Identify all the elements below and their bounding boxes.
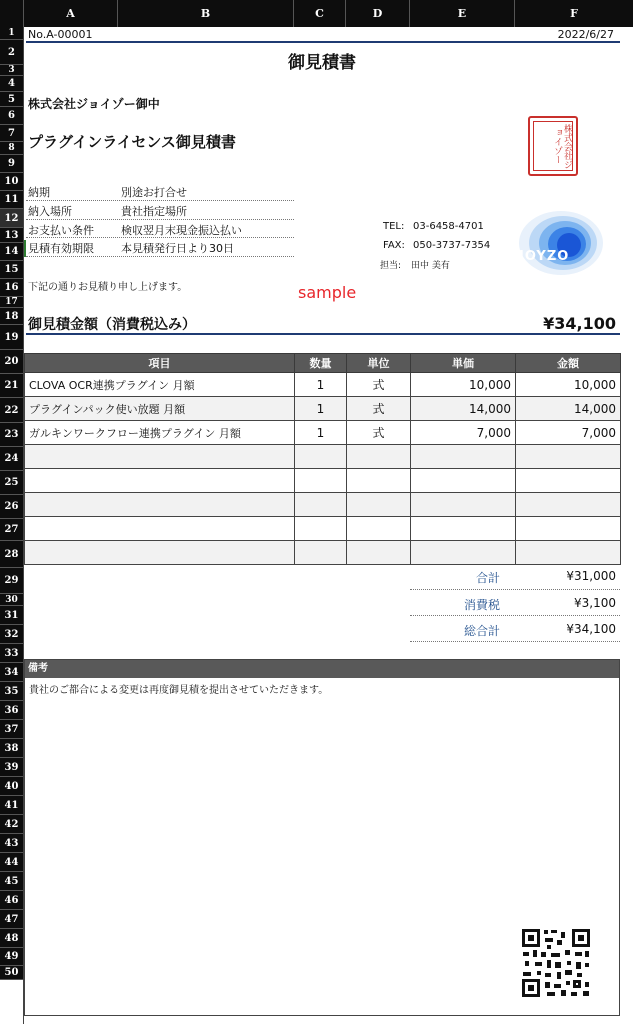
cell-price[interactable]: 7,000 (411, 421, 516, 445)
cell-item[interactable] (25, 541, 295, 565)
cell-unit[interactable]: 式 (347, 397, 411, 421)
row-header-29[interactable]: 29 (0, 568, 23, 594)
cell-unit[interactable] (347, 541, 411, 565)
cell-qty[interactable] (295, 517, 347, 541)
info-label-location: 納入場所 (28, 205, 72, 218)
column-header-b[interactable]: B (118, 0, 294, 27)
info-value-location: 貴社指定場所 (121, 205, 187, 218)
company-seal-stamp (528, 116, 578, 176)
info-value-payment: 検収翌月末現金振込払い (121, 224, 242, 237)
cell-qty[interactable] (295, 445, 347, 469)
column-header-e[interactable]: E (410, 0, 515, 27)
qr-code-icon (521, 928, 591, 998)
person-label: 担当: (380, 261, 402, 271)
row-header-7[interactable]: 7 (0, 125, 23, 142)
row-header-20[interactable]: 20 (0, 350, 23, 374)
row-header-6[interactable]: 6 (0, 107, 23, 125)
document-date: 2022/6/27 (557, 28, 614, 41)
cell-qty[interactable] (295, 469, 347, 493)
cell-item[interactable]: CLOVA OCR連携プラグイン 月額 (25, 373, 295, 397)
row-header-8[interactable]: 8 (0, 142, 23, 155)
subject: プラグインライセンス御見積書 (28, 133, 236, 151)
row-header-26[interactable]: 26 (0, 495, 23, 519)
table-row (25, 421, 621, 445)
summary-divider (410, 615, 620, 616)
info-divider (26, 256, 294, 257)
tax-value: ¥3,100 (574, 596, 616, 610)
table-row (25, 397, 621, 421)
row-header-14[interactable]: 14 (0, 243, 23, 261)
cell-amount[interactable] (516, 541, 621, 565)
row-header-33[interactable]: 33 (0, 644, 23, 663)
cell-amount[interactable] (516, 445, 621, 469)
row-header-15[interactable]: 15 (0, 261, 23, 279)
row-header-10[interactable]: 10 (0, 173, 23, 191)
row-header-41[interactable]: 41 (0, 796, 23, 815)
column-header-f[interactable]: F (570, 7, 578, 20)
document-number: No.A-00001 (28, 28, 93, 41)
row-header-5[interactable]: 5 (0, 92, 23, 107)
cell-unit[interactable] (347, 493, 411, 517)
row-header-27[interactable]: 27 (0, 519, 23, 541)
cell-price[interactable] (411, 517, 516, 541)
notes-header: 備考 (25, 660, 619, 678)
cell-unit[interactable]: 式 (347, 421, 411, 445)
intro-text: 下記の通りお見積り申し上げます。 (28, 282, 188, 293)
cell-price[interactable] (411, 493, 516, 517)
table-header-row (25, 354, 621, 373)
cell-unit[interactable] (347, 517, 411, 541)
row-header-9[interactable]: 9 (0, 155, 23, 173)
row-header-2[interactable]: 2 (0, 40, 23, 65)
row-header-46[interactable]: 46 (0, 891, 23, 910)
logo-mark-icon (509, 207, 604, 277)
row-header-16[interactable]: 16 (0, 279, 23, 297)
row-header-35[interactable]: 35 (0, 682, 23, 701)
subtotal-label: 合計 (475, 571, 500, 585)
selected-cell-indicator[interactable] (24, 240, 26, 257)
row-header-47[interactable]: 47 (0, 910, 23, 929)
cell-item[interactable]: プラグインパック使い放題 月額 (25, 397, 295, 421)
cell-price[interactable]: 14,000 (411, 397, 516, 421)
row-header-45[interactable]: 45 (0, 872, 23, 891)
row-header-37[interactable]: 37 (0, 720, 23, 739)
cell-item[interactable] (25, 493, 295, 517)
column-header-a[interactable]: A (24, 0, 118, 27)
grand-total-value: ¥34,100 (566, 622, 616, 636)
qr-code (521, 928, 591, 998)
cell-qty[interactable]: 1 (295, 373, 347, 397)
row-header-18[interactable]: 18 (0, 308, 23, 325)
seal-text: 株式会社ジョイゾー (533, 121, 573, 171)
row-header-11[interactable]: 11 (0, 191, 23, 209)
info-label-validity: 見積有効期限 (28, 242, 94, 255)
info-label-payment: お支払い条件 (28, 224, 94, 237)
total-rule (26, 333, 620, 335)
summary-divider (410, 589, 620, 590)
row-header-22[interactable]: 22 (0, 398, 23, 423)
row-header-13[interactable]: 13 (0, 228, 23, 243)
info-divider (26, 219, 294, 220)
row-header-44[interactable]: 44 (0, 853, 23, 872)
company-logo (509, 207, 604, 277)
info-label-delivery: 納期 (28, 186, 50, 199)
row-header-39[interactable]: 39 (0, 758, 23, 777)
cell-amount[interactable] (516, 517, 621, 541)
row-header-21[interactable]: 21 (0, 374, 23, 398)
row-header-50[interactable]: 50 (0, 966, 23, 980)
cell-amount[interactable] (516, 469, 621, 493)
summary-divider (410, 641, 620, 642)
cell-qty[interactable]: 1 (295, 421, 347, 445)
cell-price[interactable] (411, 445, 516, 469)
cell-item[interactable] (25, 445, 295, 469)
table-row (25, 541, 621, 565)
info-value-delivery: 別途お打合せ (121, 186, 187, 199)
row-header-4[interactable]: 4 (0, 76, 23, 92)
table-row (25, 493, 621, 517)
row-header-19[interactable]: 19 (0, 325, 23, 350)
row-header-24[interactable]: 24 (0, 447, 23, 471)
table-row (25, 373, 621, 397)
total-label: 御見積金額（消費税込み） (28, 317, 196, 333)
row-header-36[interactable]: 36 (0, 701, 23, 720)
row-header-32[interactable]: 32 (0, 625, 23, 644)
table-row (25, 445, 621, 469)
row-header-48[interactable]: 48 (0, 929, 23, 948)
grand-total-label: 総合計 (463, 624, 500, 638)
select-all-corner[interactable] (0, 0, 24, 27)
title-rule (26, 41, 620, 43)
row-header-3[interactable]: 3 (0, 65, 23, 76)
info-divider (26, 200, 294, 201)
row-header-38[interactable]: 38 (0, 739, 23, 758)
cell-unit[interactable] (347, 469, 411, 493)
row-header-12[interactable]: 12 (0, 209, 23, 228)
cell-amount[interactable]: 10,000 (516, 373, 621, 397)
row-header-42[interactable]: 42 (0, 815, 23, 834)
total-value: ¥34,100 (543, 314, 616, 333)
page-title: 御見積書 (288, 53, 356, 73)
cell-amount[interactable]: 14,000 (516, 397, 621, 421)
column-header-bar (0, 0, 633, 27)
header-unit: 単位 (347, 354, 411, 373)
header-price: 単価 (411, 354, 516, 373)
cell-unit[interactable]: 式 (347, 373, 411, 397)
cell-item[interactable] (25, 517, 295, 541)
row-header-28[interactable]: 28 (0, 541, 23, 568)
row-header-34[interactable]: 34 (0, 663, 23, 682)
row-header-43[interactable]: 43 (0, 834, 23, 853)
column-header-c[interactable]: C (294, 0, 346, 27)
fax-value: 050-3737-7354 (413, 240, 491, 251)
tel-value: 03-6458-4701 (413, 221, 484, 232)
cell-qty[interactable]: 1 (295, 397, 347, 421)
recipient: 株式会社ジョイゾー御中 (28, 97, 160, 111)
row-header-17[interactable]: 17 (0, 297, 23, 308)
row-header-40[interactable]: 40 (0, 777, 23, 796)
cell-qty[interactable] (295, 493, 347, 517)
info-value-validity: 本見積発行日より30日 (121, 242, 234, 255)
cell-qty[interactable] (295, 541, 347, 565)
row-header-49[interactable]: 49 (0, 948, 23, 966)
person-value: 田中 美有 (411, 261, 450, 271)
tax-label: 消費税 (463, 598, 500, 612)
row-header-1[interactable]: 1 (0, 27, 23, 40)
subtotal-value: ¥31,000 (566, 569, 616, 583)
info-divider (26, 237, 294, 238)
table-row (25, 517, 621, 541)
cell-price[interactable] (411, 541, 516, 565)
watermark-text: sample (298, 283, 357, 302)
cell-price[interactable]: 10,000 (411, 373, 516, 397)
fax-label: FAX: (383, 240, 405, 251)
row-header-30[interactable]: 30 (0, 594, 23, 606)
logo-text: JOYZO (519, 249, 570, 264)
header-amount: 金額 (516, 354, 621, 373)
row-header-31[interactable]: 31 (0, 606, 23, 625)
cell-unit[interactable] (347, 445, 411, 469)
header-item: 項目 (25, 354, 295, 373)
column-header-d[interactable]: D (346, 0, 410, 27)
tel-label: TEL: (383, 221, 405, 232)
cell-amount[interactable]: 7,000 (516, 421, 621, 445)
line-items-table (24, 353, 621, 565)
cell-price[interactable] (411, 469, 516, 493)
cell-amount[interactable] (516, 493, 621, 517)
row-header-23[interactable]: 23 (0, 423, 23, 447)
cell-item[interactable]: ガルキンワークフロー連携プラグイン 月額 (25, 421, 295, 445)
table-row (25, 469, 621, 493)
header-qty: 数量 (295, 354, 347, 373)
notes-text: 貴社のご都合による変更は再度御見積を提出させていただきます。 (29, 685, 329, 696)
row-header-25[interactable]: 25 (0, 471, 23, 495)
cell-item[interactable] (25, 469, 295, 493)
